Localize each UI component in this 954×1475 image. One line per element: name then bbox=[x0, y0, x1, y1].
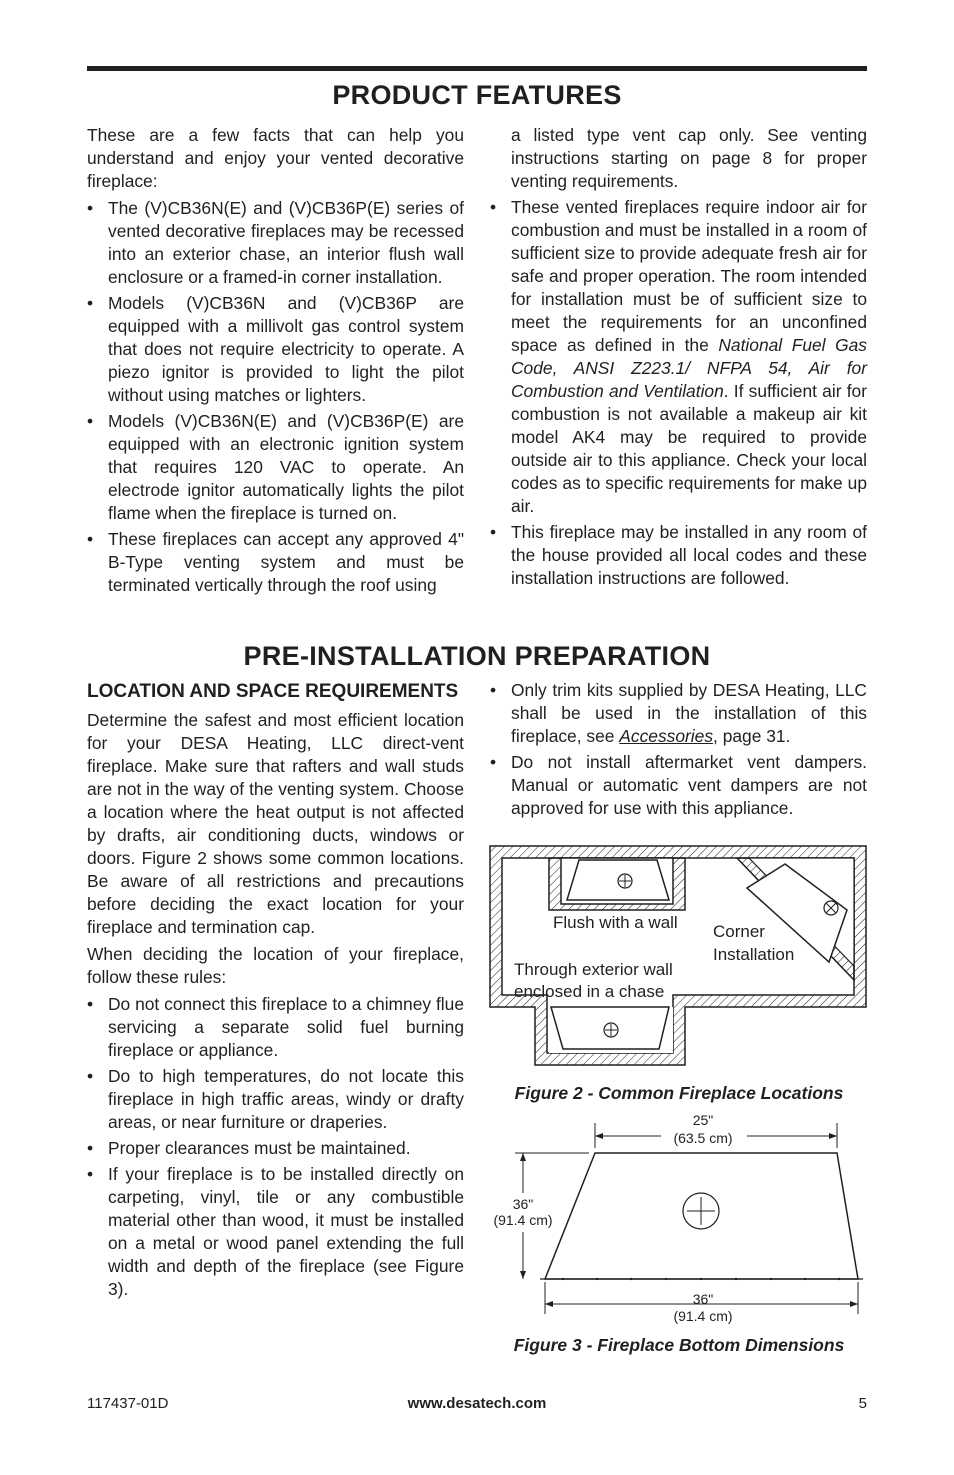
list-item: • Do not install aftermarket vent dampers. Manual or automatic vent dampers are not approved for use with this appliance. bbox=[490, 751, 867, 820]
section-title-product-features: PRODUCT FEATURES bbox=[332, 80, 622, 110]
bottom-dimension-in: 36" bbox=[692, 1291, 714, 1307]
list-item bbox=[490, 196, 867, 518]
list-item: • Proper clearances must be maintained. bbox=[87, 1137, 464, 1160]
list-item: • These fireplaces can accept any approved 4" B-Type venting system and must be terminated vertically through the roof using bbox=[87, 528, 464, 597]
text-segment: . If sufficient air for combustion is not available a makeup air kit model AK4 may be required to provide outside air to this appliance. Check your local codes as to specific requirements for make up air. bbox=[511, 381, 867, 516]
location-paragraph: Determine the safest and most efficient location for your DESA Heating, LLC direct-vent fireplace. Make sure that rafters and wall studs are not in the way of the venting system. Choose a location where the heat output is not affected by drafts, air conditioning ducts, windows or doors. Figure 2 shows some common locations. Be aware of all restrictions and precautions before deciding the exact location for your fireplace and termination cap. bbox=[87, 710, 464, 937]
features-list-continued bbox=[490, 124, 867, 590]
rules-list-continued bbox=[490, 679, 867, 820]
pre-installation-right-column bbox=[490, 679, 867, 823]
side-dimension-cm: (91.4 cm) bbox=[493, 1212, 553, 1228]
list-item: • Models (V)CB36N(E) and (V)CB36P(E) are equipped with an electronic ignition system that requires 120 VAC to operate. An electrode ignitor automatically lights the pilot flame when the fireplace is turned on. bbox=[87, 410, 464, 525]
top-dimension-in: 25" bbox=[692, 1112, 714, 1128]
website-link[interactable]: www.desatech.com bbox=[407, 1395, 547, 1412]
features-list bbox=[87, 197, 464, 597]
subsection-heading: LOCATION AND SPACE REQUIREMENTS bbox=[87, 681, 459, 702]
text-segment: , page 31. bbox=[713, 726, 791, 746]
page-number: 5 bbox=[858, 1395, 867, 1412]
bottom-dimension-cm: (91.4 cm) bbox=[673, 1308, 733, 1324]
accessories-link[interactable]: Accessories bbox=[619, 726, 714, 746]
list-item: • Do not connect this fireplace to a chimney flue servicing a separate solid fuel burning fireplace or appliance. bbox=[87, 993, 464, 1062]
figure-3-caption: Figure 3 - Fireplace Bottom Dimensions bbox=[513, 1335, 845, 1355]
list-item bbox=[490, 679, 867, 748]
label-chase-1: Through exterior wall bbox=[514, 960, 673, 979]
label-corner-1: Corner bbox=[713, 922, 765, 941]
doc-number: 117437-01D bbox=[87, 1395, 169, 1412]
figure-2-diagram bbox=[485, 840, 875, 1072]
rules-list bbox=[87, 993, 464, 1301]
text-segment: These vented fireplaces require indoor air for combustion and must be installed in a room of sufficient size to provide adequate fresh air for safe and proper operation. The room intended for installation must be of sufficient size to meet the requirements for an unconfined space as defined in the bbox=[511, 197, 867, 355]
list-item: • The (V)CB36N(E) and (V)CB36P(E) series of vented decorative fireplaces may be recessed into an exterior chase, an interior flush wall enclosure or a framed-in corner installation. bbox=[87, 197, 464, 289]
section-title-pre-installation: PRE-INSTALLATION PREPARATION bbox=[243, 641, 711, 671]
list-item-continuation: a listed type vent cap only. See venting instructions starting on page 8 for proper venting requirements. bbox=[511, 125, 867, 191]
chase-fireplace bbox=[551, 1007, 669, 1049]
text-segment: Only trim kits supplied by DESA Heating, LLC shall be used in the installation of this fireplace, see bbox=[511, 680, 867, 746]
pre-installation-left-column bbox=[87, 678, 464, 1304]
list-item: • This fireplace may be installed in any room of the house provided all local codes and these installation instructions are followed. bbox=[490, 521, 867, 590]
top-dimension-cm: (63.5 cm) bbox=[673, 1130, 733, 1146]
figure-2-caption: Figure 2 - Common Fireplace Locations bbox=[514, 1083, 844, 1103]
label-flush: Flush with a wall bbox=[553, 913, 678, 932]
label-chase-2: enclosed in a chase bbox=[514, 982, 665, 1001]
side-dimension-in: 36" bbox=[512, 1196, 534, 1212]
figure-3-diagram bbox=[485, 1108, 875, 1330]
top-rule bbox=[87, 66, 867, 71]
list-item: • If your fireplace is to be installed directly on carpeting, vinyl, tile or any combustible material other than wood, it must be installed on a metal or wood panel extending the full width and depth of the fireplace (see Figure 3). bbox=[87, 1163, 464, 1301]
code-reference: National Fuel Gas Code, ANSI Z223.1/ NFPA 54, Air for Combustion and Ventilation bbox=[511, 335, 867, 401]
list-item: • Models (V)CB36N and (V)CB36P are equipped with a millivolt gas control system that does not require electricity to operate. A piezo ignitor is provided to light the pilot without using matches or lighters. bbox=[87, 292, 464, 407]
product-features-right-column bbox=[490, 124, 867, 593]
intro-paragraph: These are a few facts that can help you understand and enjoy your vented decorative fireplace: bbox=[87, 125, 464, 191]
product-features-left-column bbox=[87, 124, 464, 600]
label-corner-2: Installation bbox=[713, 945, 795, 964]
rules-intro: When deciding the location of your fireplace, follow these rules: bbox=[87, 944, 464, 987]
list-item: • Do to high temperatures, do not locate this fireplace in high traffic areas, windy or drafty areas, or near furniture or draperies. bbox=[87, 1065, 464, 1134]
